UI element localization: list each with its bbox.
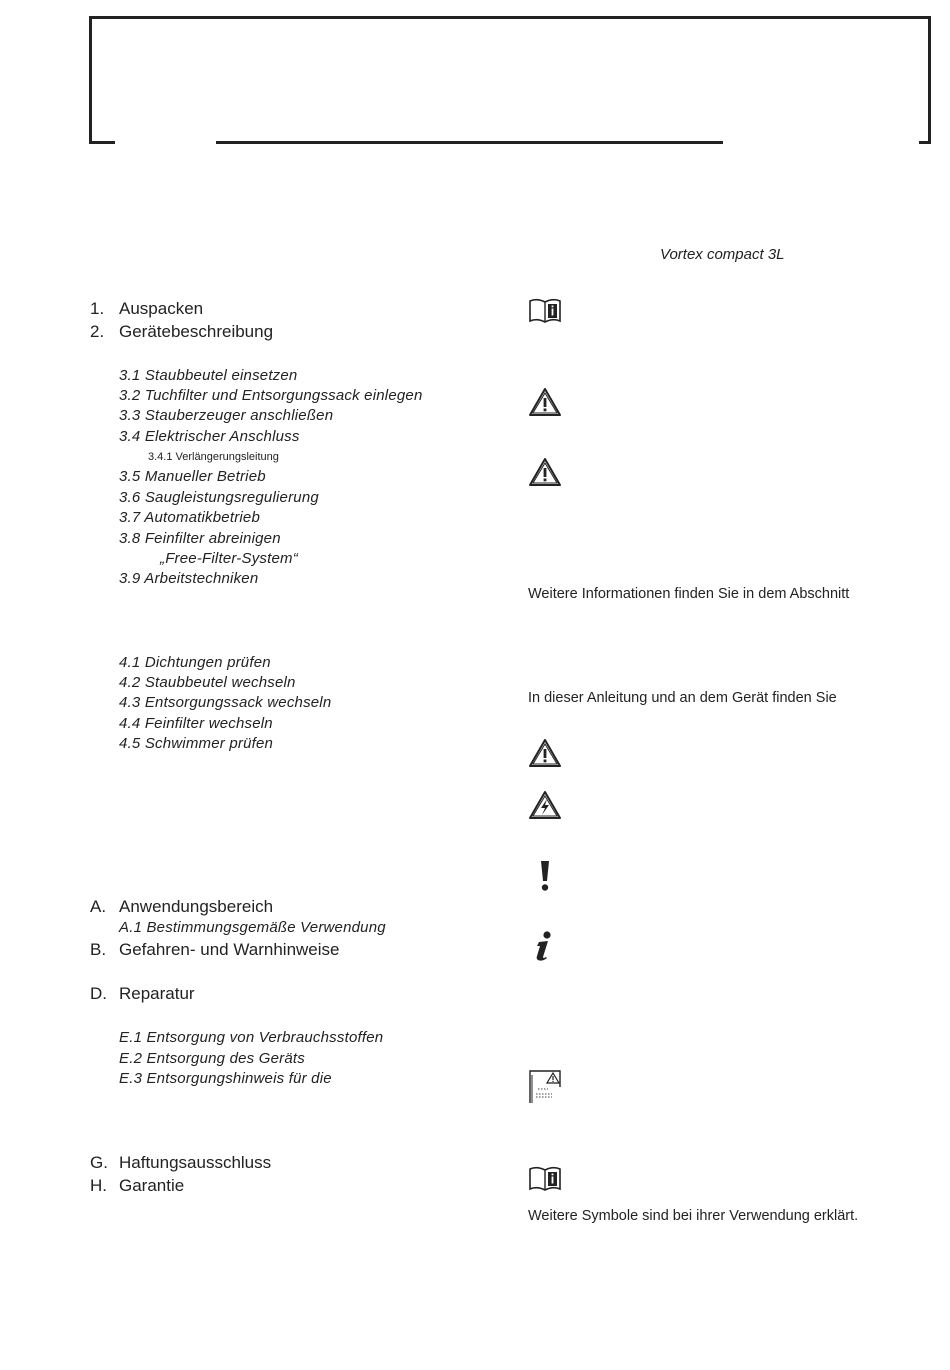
toc-sub-3-1[interactable]: 3.1 Staubbeutel einsetzen	[119, 367, 298, 384]
info-section-note: Weitere Informationen finden Sie in dem Abschnitt	[528, 586, 850, 602]
device-warning-label-icon	[528, 1069, 562, 1110]
toc-sub-3-8[interactable]: 3.8 Feinfilter abreinigen	[119, 530, 281, 547]
toc-item-auspacken[interactable]: 1. Auspacken	[90, 299, 204, 318]
toc-item-garantie[interactable]: H. Garantie	[90, 1176, 185, 1195]
toc-item-anwendungsbereich[interactable]: A. Anwendungsbereich	[90, 897, 274, 916]
toc-item-geraetebeschreibung[interactable]: 2. Gerätebeschreibung	[90, 322, 274, 341]
toc-sub-e-2[interactable]: E.2 Entsorgung des Geräts	[119, 1050, 305, 1067]
manual-info-icon	[528, 1166, 562, 1197]
toc-sub-4-3[interactable]: 4.3 Entsorgungssack wechseln	[119, 694, 332, 711]
toc-sub-4-4[interactable]: 4.4 Feinfilter wechseln	[119, 715, 273, 732]
toc-sub-e-1[interactable]: E.1 Entsorgung von Verbrauchsstoffen	[119, 1029, 384, 1046]
warning-triangle-icon	[528, 387, 562, 422]
toc-item-haftungsausschluss[interactable]: G. Haftungsausschluss	[90, 1153, 272, 1172]
info-icon	[530, 930, 556, 967]
toc-sub-3-7[interactable]: 3.7 Automatikbetrieb	[119, 509, 261, 526]
frame-bottom-center	[216, 141, 723, 144]
toc-sub-4-2[interactable]: 4.2 Staubbeutel wechseln	[119, 674, 296, 691]
toc-sub-a-1[interactable]: A.1 Bestimmungsgemäße Verwendung	[119, 919, 386, 936]
toc-item-gefahren[interactable]: B. Gefahren- und Warnhinweise	[90, 940, 340, 959]
warning-triangle-icon	[528, 738, 562, 773]
more-symbols-note: Weitere Symbole sind bei ihrer Verwendung erklärt.	[528, 1208, 859, 1224]
toc-sub-3-5[interactable]: 3.5 Manueller Betrieb	[119, 468, 266, 485]
header-frame	[89, 16, 931, 144]
toc-sub-3-9[interactable]: 3.9 Arbeitstechniken	[119, 570, 259, 587]
toc-sub-4-5[interactable]: 4.5 Schwimmer prüfen	[119, 735, 274, 752]
toc-sub-3-6[interactable]: 3.6 Saugleistungsregulierung	[119, 489, 319, 506]
toc-sub-e-3[interactable]: E.3 Entsorgungshinweis für die	[119, 1070, 332, 1087]
electric-warning-icon	[528, 790, 562, 825]
toc-sub-3-4[interactable]: 3.4 Elektrischer Anschluss	[119, 428, 300, 445]
model-name: Vortex compact 3L	[660, 246, 785, 263]
frame-bottom-left	[89, 141, 115, 144]
frame-bottom-right	[919, 141, 931, 144]
symbols-intro-note: In dieser Anleitung und an dem Gerät finden Sie	[528, 690, 837, 706]
toc-sub-3-2[interactable]: 3.2 Tuchfilter und Entsorgungssack einlegen	[119, 387, 423, 404]
exclamation-icon	[538, 859, 552, 898]
toc-sub-3-3[interactable]: 3.3 Stauberzeuger anschließen	[119, 407, 334, 424]
toc-sub-4-1[interactable]: 4.1 Dichtungen prüfen	[119, 654, 271, 671]
toc-sub-3-4-1[interactable]: 3.4.1 Verlängerungsleitung	[148, 451, 279, 463]
toc-item-reparatur[interactable]: D. Reparatur	[90, 984, 195, 1003]
manual-info-icon	[528, 298, 562, 329]
warning-triangle-icon	[528, 457, 562, 492]
toc-sub-3-8-cont: „Free-Filter-System“	[160, 550, 298, 567]
